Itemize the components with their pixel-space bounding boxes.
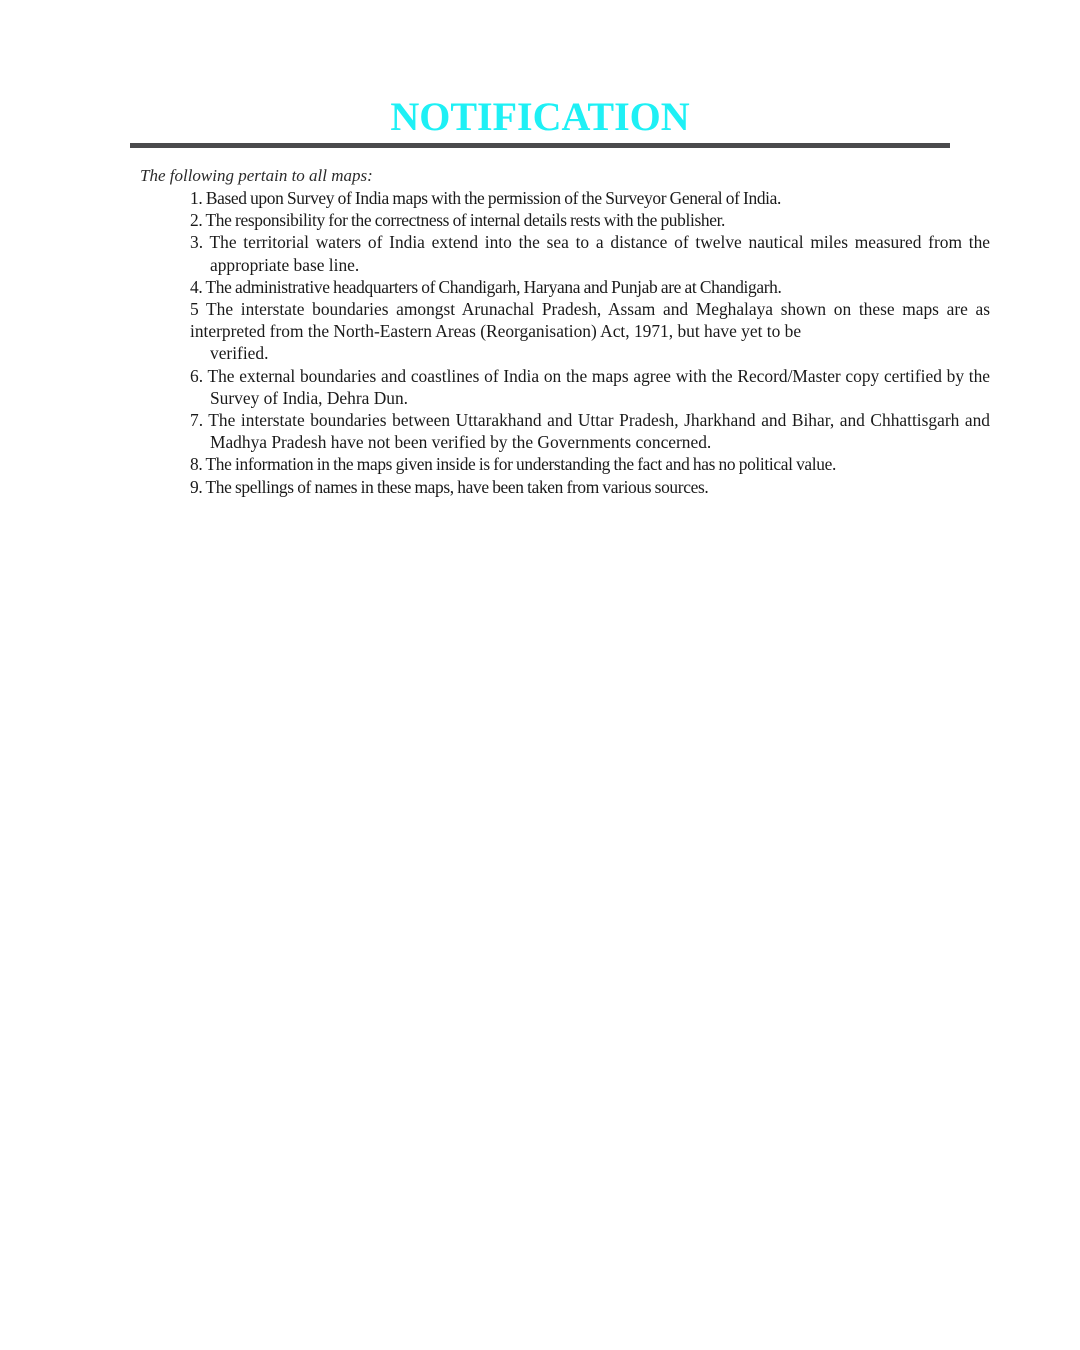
note-item-3: 3. The territorial waters of India extend into the sea to a distance of twelve nautical miles measured from the appropriate base line.: [190, 232, 990, 275]
note-item-2: 2. The responsibility for the correctness of internal details rests with the publisher.: [190, 210, 726, 231]
note-item-8: 8. The information in the maps given inside is for understanding the fact and has no political value.: [190, 454, 836, 475]
title-divider: [130, 143, 950, 148]
note-item-5-continued: verified.: [210, 343, 269, 364]
note-item-1: 1. Based upon Survey of India maps with the permission of the Surveyor General of India.: [190, 188, 782, 208]
note-item-6: 6. The external boundaries and coastlines of India on the maps agree with the Record/Master copy certified by the Survey of India, Dehra Dun.: [190, 365, 990, 408]
note-item-9: 9. The spellings of names in these maps, have been taken from various sources.: [190, 476, 709, 497]
note-item-7: 7. The interstate boundaries between Uttarakhand and Uttar Pradesh, Jharkhand and Bihar, and Chhattisgarh and Madhya Pradesh have not been verified by the Governments concerned.: [190, 410, 990, 453]
note-item-4: 4. The administrative headquarters of Chandigarh, Haryana and Punjab are at Chandigarh.: [190, 276, 782, 297]
notification-list: [190, 187, 990, 498]
note-item-5: 5 The interstate boundaries amongst Arunachal Pradesh, Assam and Meghalaya shown on these maps are as interpreted from the North-Eastern Areas (Reorganisation) Act, 1971, but have yet to be: [190, 299, 990, 342]
intro-text: The following pertain to all maps:: [140, 166, 373, 185]
page-title: NOTIFICATION: [390, 94, 690, 139]
